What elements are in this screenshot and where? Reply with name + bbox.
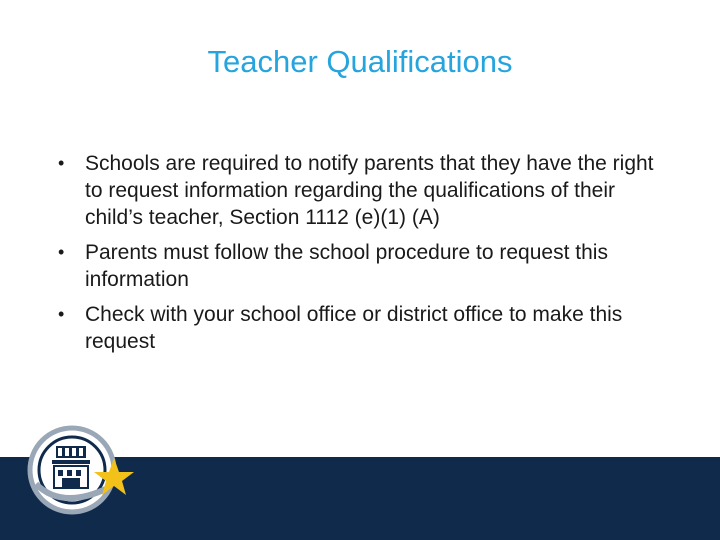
slide-title: Teacher Qualifications <box>207 44 513 79</box>
bullet-item <box>58 301 668 355</box>
bullet-item <box>58 239 668 293</box>
bullet-marker: • <box>58 153 65 173</box>
bullet-text: Schools are required to notify parents that they have the right to request information regarding the qualifications of their child’s teacher, Section 1112 (e)(1) (A) <box>85 152 654 229</box>
bullet-text: Check with your school office or district office to make this request <box>85 303 623 353</box>
bullet-marker: • <box>58 242 65 262</box>
school-seal-with-star-icon <box>22 418 140 518</box>
bullet-item <box>58 150 668 231</box>
bullet-list <box>58 150 668 363</box>
bullet-marker: • <box>58 304 65 324</box>
bullet-text: Parents must follow the school procedure to request this information <box>85 241 608 291</box>
